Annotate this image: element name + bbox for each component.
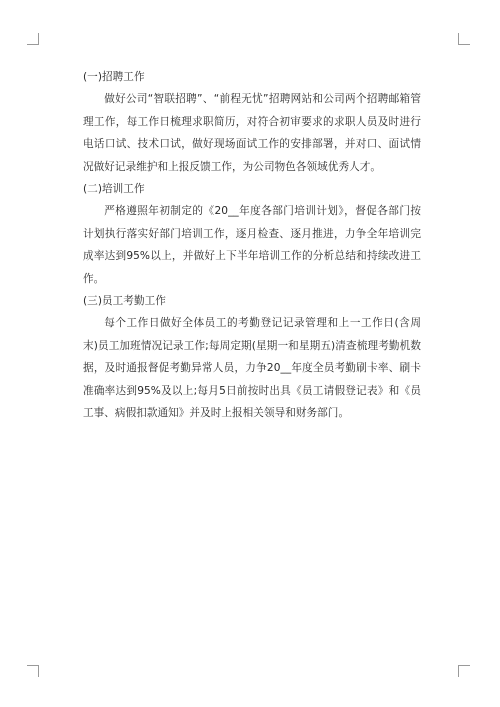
section-body-attendance: 每个工作日做好全体员工的考勤登记记录管理和上一工作日(含周末)员工加班情况记录工作;每周定期(星期一和星期五)清查梳理考勤机数据，及时通报督促考勤异常人员，力争20__年度全员考勤刷卡率、刷卡准确率达到95%及以上;每月5日前按时出具《员工请假登记表》和《员工事、病假扣款通知》并及时上报相关领导和财务部门。	[83, 317, 421, 420]
crop-mark-bottom-right	[458, 665, 470, 677]
section-body-training: 严格遵照年初制定的《20__年度各部门培训计划》，督促各部门按计划执行落实好部门培训工作，逐月检查、逐月推进，力争全年培训完成率达到95%以上，并做好上下半年培训工作的分析总结和持续改进工作。	[83, 205, 421, 285]
crop-mark-bottom-left	[27, 665, 39, 677]
crop-mark-top-left	[27, 33, 39, 45]
section-heading-recruitment: (一)招聘工作	[83, 71, 145, 83]
section-heading-attendance: (三)员工考勤工作	[83, 295, 166, 308]
crop-mark-top-right	[458, 33, 470, 45]
document-body	[83, 66, 421, 425]
section-body-recruitment: 做好公司“智联招聘”、“前程无忧”招聘网站和公司两个招聘邮箱管理工作，每工作日梳理求职简历，对符合初审要求的求职人员及时进行电话口试、技术口试，做好现场面试工作的安排部署，并对口、面试情况做好记录维护和上报反馈工作，为公司物色各领域优秀人才。	[83, 93, 421, 173]
section-heading-training: (二)培训工作	[83, 183, 145, 196]
